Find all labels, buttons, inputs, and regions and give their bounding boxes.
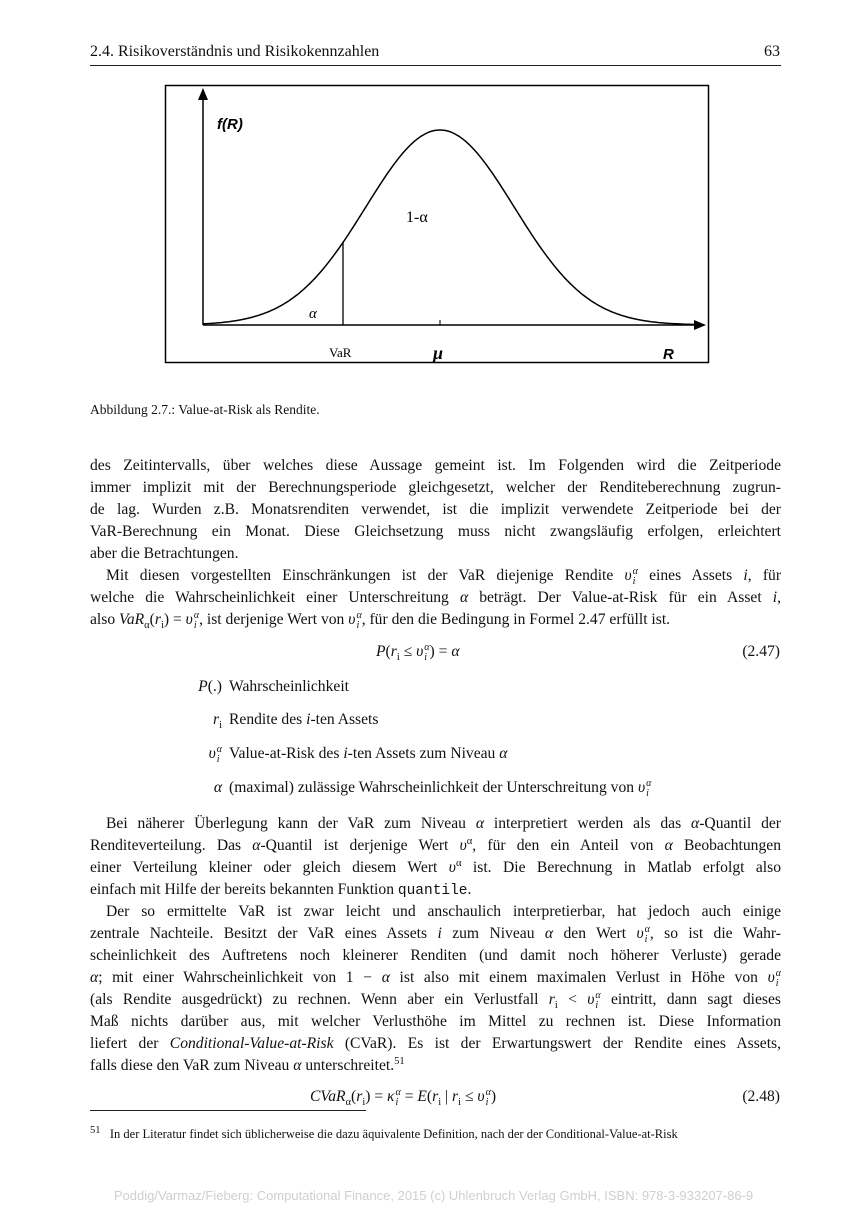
text-run: ( [149, 611, 155, 628]
math-symbol-base: υ [636, 925, 644, 942]
subscript: i [396, 652, 400, 664]
math-symbol-base: υ [416, 643, 424, 660]
math-superscript: α [595, 990, 601, 1001]
math-symbol [208, 744, 222, 765]
math-subscript: i [485, 1097, 489, 1108]
math-symbol-base: υ [348, 611, 356, 628]
math-script-stack [217, 745, 222, 765]
text-run: , für den die Bedingung in Formel 2.47 erfüllt ist. [361, 611, 671, 628]
math-symbol-base: υ [624, 567, 632, 584]
math-italic: r [356, 1088, 363, 1105]
math-italic: α [475, 815, 484, 832]
math-italic: α [252, 837, 261, 854]
para1-line [90, 499, 781, 521]
math-italic: E [417, 1088, 427, 1105]
text-run: -Quantil ist derjenige Wert [260, 837, 460, 854]
text-run: Bei näherer Überlegung kann der VaR zum Niveau [106, 815, 476, 832]
math-superscript: α [646, 778, 652, 789]
math-symbol [636, 924, 650, 945]
subscript: i [362, 1097, 366, 1109]
text-run: den Wert [553, 925, 637, 942]
figure-caption: Abbildung 2.7.: Value-at-Risk als Rendite. [90, 402, 320, 417]
text-run: zentrale Nachteile. Besitzt der VaR eines Assets [90, 925, 438, 942]
text-run: des Zeitintervalls, über welches diese Aussage gemeint ist. Im Folgenden wird die Zeitperiode [90, 457, 781, 474]
text-run: unterschreitet. [301, 1057, 395, 1074]
math-symbol-base: υ [208, 745, 216, 762]
math-italic: r [154, 611, 161, 628]
math-subscript: i [632, 576, 636, 587]
math-italic: α [459, 589, 469, 606]
math-symbol-base: υ [477, 1088, 485, 1105]
para4-line [90, 1033, 781, 1055]
definition-symbol [214, 777, 222, 799]
math-symbol [477, 1087, 491, 1108]
text-run: -ten Assets [310, 711, 379, 728]
math-symbol-base: κ [387, 1088, 395, 1105]
para4-line [90, 923, 781, 945]
text-run: falls diese den VaR zum Niveau [90, 1057, 294, 1074]
math-superscript: α [216, 744, 222, 755]
text-run: ist also mit einem maximalen Verlust in Höhe von [389, 969, 768, 986]
y-axis-arrow [198, 88, 208, 100]
math-symbol-base: υ [637, 779, 646, 796]
math-superscript: α [485, 1087, 491, 1098]
text-run: einfach mit Hilfe der bereits bekannten Funktion [90, 881, 398, 898]
text-run: Beobachtungen [672, 837, 781, 854]
subscript: i [554, 1000, 558, 1012]
text-run: (als Rendite ausgedrückt) zu rechnen. Wenn aber ein Verlustfall [90, 991, 549, 1008]
footnote-rule [90, 1110, 366, 1111]
math-italic: P [376, 643, 386, 660]
math-subscript: i [644, 934, 648, 945]
text-run: Renditeverteilung. Das [90, 837, 253, 854]
math-superscript: α [356, 610, 362, 621]
page-number: 63 [764, 43, 780, 60]
definition-text [229, 777, 651, 799]
text-run: scheinlichkeit des Auftretens noch kleinerer Renditen (und damit noch höherer Verluste) gerade [90, 947, 781, 964]
para1-line [90, 521, 781, 543]
subscript: i [160, 620, 164, 632]
running-header: 2.4. Risikoverständnis und Risikokennzahlen [90, 43, 380, 60]
subscript: i [219, 720, 222, 732]
text-run: -ten Assets zum Niveau [347, 745, 500, 762]
math-symbol [348, 610, 362, 631]
text-run: = [400, 1088, 418, 1105]
text-run: (.) [207, 678, 222, 695]
text-run: immer implizit mit der Berechnungsperiode gleichgesetzt, welcher der Renditeberechnung zugrun- [90, 479, 781, 496]
text-run: zum Niveau [441, 925, 545, 942]
definition-text [229, 709, 378, 731]
text-run: ≤ [399, 643, 417, 660]
text-run: Rendite des [229, 711, 307, 728]
math-symbol [767, 968, 781, 989]
subscript: α [144, 620, 150, 632]
y-axis-label: f(R) [217, 116, 243, 133]
text-run: . [467, 881, 472, 898]
para3-line [90, 857, 781, 879]
text-run: (maximal) zulässige Wahrscheinlichkeit der Unterschreitung von [229, 779, 638, 796]
math-symbol-base: υ [767, 969, 775, 986]
math-script-stack [646, 779, 651, 799]
math-italic: i [343, 745, 348, 762]
text-run: also [90, 611, 120, 628]
math-italic: i [437, 925, 442, 942]
text-run: Der so ermittelte VaR ist zwar leicht und anschaulich interpretierbar, hat jedoch auch einige [106, 903, 781, 920]
text-run: | [441, 1088, 453, 1105]
figure-frame [166, 86, 709, 363]
math-italic: r [432, 1088, 439, 1105]
text-run: Value-at-Risk des [229, 745, 344, 762]
math-italic: r [548, 991, 555, 1008]
para4-line [90, 1011, 781, 1033]
text-run: ( [426, 1088, 433, 1105]
superscript: α [455, 857, 462, 869]
math-superscript: α [424, 642, 430, 653]
mu-label: μ [433, 343, 444, 363]
text-run: interpretiert werden als das [484, 815, 692, 832]
text-run: , für den ein Anteil von [472, 837, 665, 854]
math-superscript: α [644, 924, 650, 935]
text-run: liefert der [90, 1035, 170, 1052]
math-italic: α [664, 837, 673, 854]
text-run: ) = [365, 1088, 388, 1105]
para1-line [90, 477, 781, 499]
math-italic: α [451, 643, 460, 660]
equation-2-48-formula [310, 1086, 496, 1108]
text-run: , [777, 589, 781, 606]
text-run: ; mit einer Wahrscheinlichkeit von 1 − [98, 969, 382, 986]
definition-text [229, 743, 507, 765]
para1-line [90, 455, 781, 477]
para2-line [90, 609, 781, 631]
equation-2-48-number: (2.48) [742, 1088, 780, 1105]
text-run: ( [351, 1088, 357, 1105]
subscript: i [438, 1097, 442, 1109]
definition-text [229, 676, 349, 698]
math-superscript: α [632, 566, 638, 577]
text-run: Wahrscheinlichkeit [229, 678, 349, 695]
equation-2-47-formula [376, 641, 460, 663]
center-area-label: 1-α [406, 209, 428, 226]
math-subscript: i [193, 620, 197, 631]
text-run: eines Assets [637, 567, 744, 584]
para2-line [90, 587, 781, 609]
math-symbol [416, 642, 430, 663]
para3-line [106, 813, 781, 835]
density-curve [203, 130, 699, 325]
text-run: -Quantil der [699, 815, 782, 832]
para4-line [90, 989, 781, 1011]
para1-line [90, 543, 781, 565]
math-italic: α [499, 745, 508, 762]
math-italic: CVaR [310, 1088, 346, 1105]
superscript: α [466, 835, 473, 847]
math-symbol [587, 990, 601, 1011]
subscript: i [458, 1097, 462, 1109]
math-subscript: i [395, 1097, 399, 1108]
math-italic: i [306, 711, 311, 728]
math-symbol [387, 1087, 401, 1108]
math-subscript: i [356, 620, 360, 631]
math-symbol [637, 778, 652, 799]
math-superscript: α [775, 968, 781, 979]
math-italic: α [90, 969, 99, 986]
text-run: eintritt, dann sagt dieses [600, 991, 781, 1008]
equation-2-47-number: (2.47) [742, 643, 780, 660]
para4-line [106, 901, 781, 923]
definition-symbol [213, 709, 222, 731]
text-run: welche die Wahrscheinlichkeit einer Unterschreitung [90, 589, 460, 606]
code-inline: quantile [397, 883, 468, 899]
math-italic: α [213, 779, 222, 796]
math-italic: Conditional-Value-at-Risk [169, 1035, 334, 1052]
text-run: ) [490, 1088, 497, 1105]
math-italic: VaR [119, 611, 145, 628]
math-italic: r [452, 1088, 459, 1105]
text-run: , ist derjenige Wert von [199, 611, 349, 628]
superscript: 51 [394, 1055, 405, 1067]
definition-symbol [198, 676, 222, 698]
math-symbol-base: υ [185, 611, 193, 628]
math-script-stack [776, 969, 781, 989]
text-run: Maß nichts darüber aus, mit welcher Verlusthöhe im Mittel zu rechnen ist. Diese Information [90, 1013, 781, 1030]
tail-area-label: α [309, 306, 317, 322]
text-run: ( [385, 643, 391, 660]
math-subscript: i [424, 652, 428, 663]
text-run: ) = [163, 611, 186, 628]
math-symbol [185, 610, 200, 631]
math-italic: υ [448, 859, 456, 876]
math-italic: r [213, 711, 220, 728]
math-superscript: α [193, 610, 200, 621]
math-italic: α [381, 969, 390, 986]
para2-line [106, 565, 781, 587]
math-italic: i [772, 589, 778, 606]
var-label: VaR [329, 345, 352, 360]
math-italic: α [691, 815, 700, 832]
text-run: einer Verteilung kleiner oder gleich diesem Wert [90, 859, 449, 876]
value-at-risk-figure [0, 0, 867, 400]
x-axis-label: R [663, 346, 674, 363]
math-italic: i [743, 567, 748, 584]
math-subscript: i [595, 1000, 599, 1011]
para3-line [90, 879, 781, 901]
math-subscript: i [646, 788, 649, 799]
math-italic: υ [459, 837, 467, 854]
math-superscript: α [395, 1087, 401, 1098]
text-run: VaR-Berechnung ein Monat. Diese Gleichsetzung muss nicht zwangsläufig erfolgen, erleichtert [90, 523, 781, 540]
text-run: , so ist die Wahr- [649, 925, 781, 942]
subscript: α [345, 1097, 352, 1109]
math-italic: α [293, 1057, 302, 1074]
text-run: aber die Betrachtungen. [90, 545, 239, 562]
para4-line [90, 967, 781, 989]
math-subscript: i [216, 754, 220, 765]
text-run: ) = [429, 643, 452, 660]
footnote-text: In der Literatur findet sich üblicherweise die dazu äquivalente Definition, nach der der Conditional-Value-at-Risk [109, 1127, 678, 1141]
text-run: < [557, 991, 588, 1008]
footnote [90, 1124, 678, 1142]
text-run: (CVaR). Es ist der Erwartungswert der Rendite eines Assets, [333, 1035, 782, 1052]
math-italic: P [198, 678, 208, 695]
math-symbol [624, 566, 638, 587]
definition-symbol [209, 743, 222, 765]
watermark-footer: Poddig/Varmaz/Fieberg: Computational Finance, 2015 (c) Uhlenbruch Verlag GmbH, ISBN: 978-3-933207-86-9 [113, 1188, 754, 1203]
para4-line [90, 1055, 781, 1077]
text-run: , für [747, 567, 782, 584]
math-italic: α [544, 925, 554, 942]
math-symbol-base: υ [587, 991, 595, 1008]
text-run: Mit diesen vorgestellten Einschränkungen ist der VaR diejenige Rendite [106, 567, 625, 584]
text-run: beträgt. Der Value-at-Risk für ein Asset [468, 589, 773, 606]
text-run: ≤ [461, 1088, 478, 1105]
math-subscript: i [775, 978, 779, 989]
para4-line [90, 945, 781, 967]
text-run: ist. Die Berechnung in Matlab erfolgt also [461, 859, 781, 876]
para3-line [90, 835, 781, 857]
math-italic: r [390, 643, 397, 660]
footnote-mark: 51 [90, 1124, 101, 1136]
text-run: de lag. Wurden z.B. Monatsrenditen verwendet, ist die implizit verwendete Zeitperiode bei der [90, 501, 781, 518]
